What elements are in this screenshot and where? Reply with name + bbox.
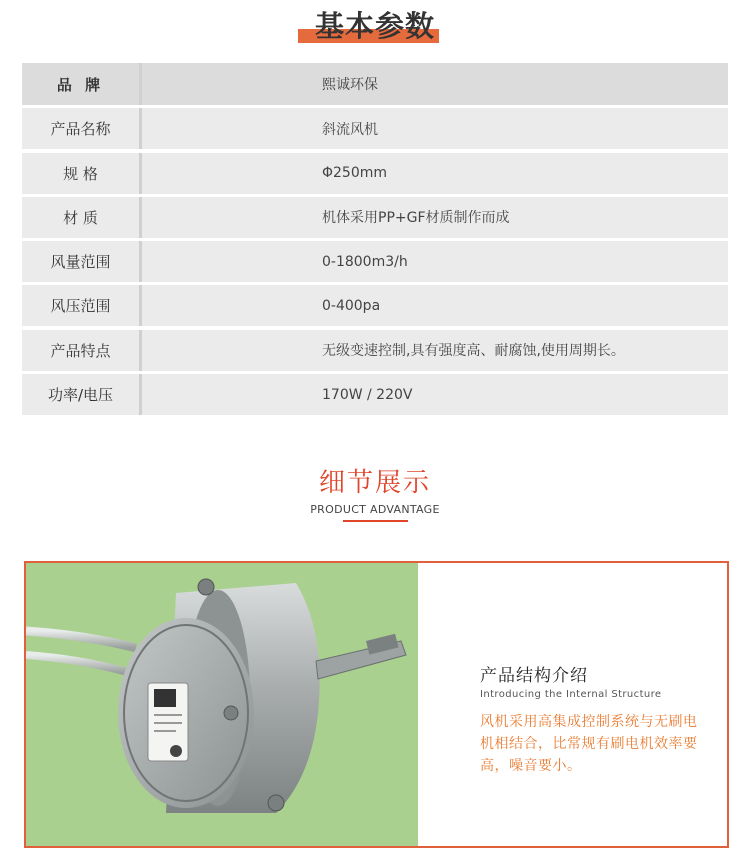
qr-code-icon — [154, 689, 176, 707]
table-row — [22, 108, 728, 149]
brand-logo-icon — [170, 745, 182, 757]
spec-label: 风压范围 — [50, 297, 111, 316]
column-divider — [139, 153, 142, 194]
feature-panel — [24, 561, 729, 848]
section-subtitle-product-advantage: PRODUCT ADVANTAGE — [310, 503, 440, 516]
spec-label: 规 格 — [63, 164, 98, 183]
spec-value: 无级变速控制,具有强度高、耐腐蚀,使用周期长。 — [322, 343, 625, 360]
subtitle-underline — [343, 520, 408, 522]
spec-label: 品 牌 — [56, 75, 105, 94]
motor-photo — [26, 563, 418, 846]
column-divider — [139, 374, 142, 415]
column-divider — [139, 285, 142, 326]
spec-value: Φ250mm — [322, 165, 388, 182]
feature-subtitle: Introducing the Internal Structure — [480, 689, 662, 700]
spec-value: 0-400pa — [322, 297, 381, 314]
spec-value: 0-1800m3/h — [322, 253, 408, 270]
bolt-icon — [198, 579, 214, 595]
table-row — [22, 153, 728, 194]
spec-table — [22, 63, 728, 418]
column-divider — [139, 108, 142, 149]
spec-value: 机体采用PP+GF材质制作而成 — [322, 210, 510, 227]
spec-label: 产品特点 — [50, 341, 111, 360]
table-row — [22, 241, 728, 282]
table-row — [22, 63, 728, 105]
spec-value: 熙诚环保 — [322, 77, 378, 93]
motor-illustration — [26, 563, 418, 846]
section-title-details: 细节展示 — [318, 468, 431, 498]
spec-value: 斜流风机 — [322, 121, 378, 138]
section-title-basic-params: 基本参数 — [314, 9, 435, 43]
spec-label: 风量范围 — [50, 253, 111, 272]
table-row — [22, 197, 728, 238]
column-divider — [139, 197, 142, 238]
spec-label: 功率/电压 — [47, 386, 114, 405]
spec-label: 产品名称 — [50, 120, 111, 139]
cable — [26, 655, 131, 673]
column-divider — [139, 330, 142, 371]
column-divider — [139, 63, 142, 105]
table-row — [22, 285, 728, 326]
spec-label: 材 质 — [63, 208, 98, 227]
feature-description: 风机采用高集成控制系统与无刷电机相结合，比常规有刷电机效率要高，噪音要小。 — [480, 714, 698, 774]
bolt-icon — [224, 706, 238, 720]
cable — [26, 631, 136, 648]
feature-title: 产品结构介绍 — [480, 666, 588, 686]
table-row — [22, 374, 728, 415]
table-row — [22, 330, 728, 371]
section-basic-params-header — [0, 0, 750, 56]
bolt-icon — [268, 795, 284, 811]
spec-value: 170W / 220V — [322, 386, 413, 403]
column-divider — [139, 241, 142, 282]
